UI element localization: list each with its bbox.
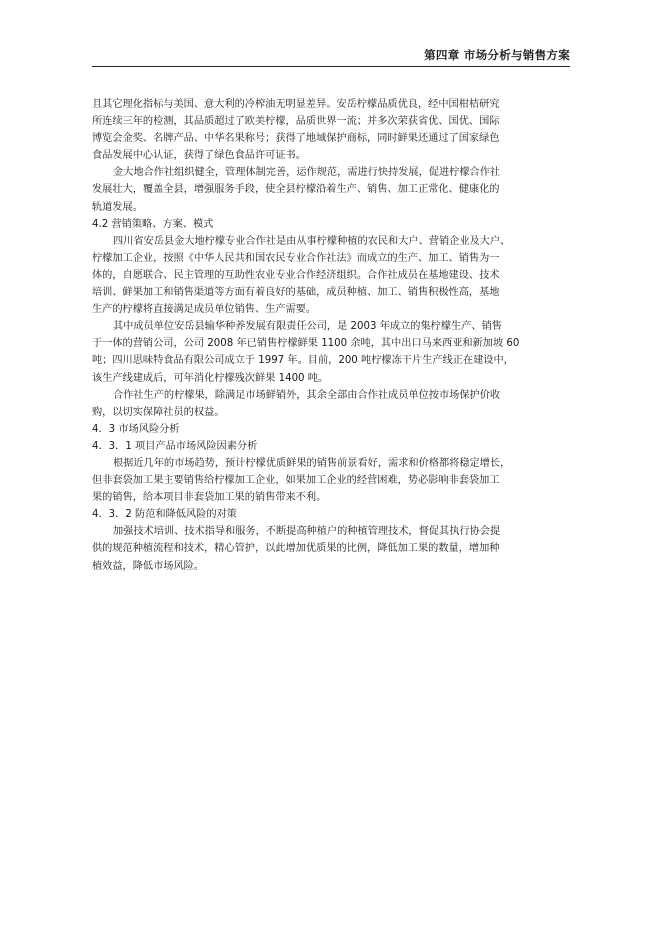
chapter-title: 第四章 市场分析与销售方案 xyxy=(424,48,570,62)
text-line: 体的，自愿联合、民主管理的互助性农业专业合作经济组织。合作社成员在基地建设、技术 xyxy=(92,269,500,281)
text-line: 博览会金奖、名牌产品、中华名果称号；获得了地域保护商标，同时鲜果还通过了国家绿色 xyxy=(92,133,500,145)
text-line: 发展壮大，覆盖全县，增强服务手段，使全县柠檬沿着生产、销售、加工正常化、健康化的 xyxy=(92,184,500,196)
text-line: 植效益，降低市场风险。 xyxy=(92,560,205,572)
section-heading: 4.2 营销策略、方案、模式 xyxy=(92,218,214,230)
text-line: 于一体的营销公司，公司 2008 年已销售柠檬鲜果 1100 余吨，其中出口马来西亚和新加坡 60 xyxy=(92,338,520,350)
text-line: 果的销售，给本项目非套袋加工果的销售带来不利。 xyxy=(92,492,327,504)
text-line: 该生产线建成后，可年消化柠檬残次鲜果 1400 吨。 xyxy=(92,372,329,384)
text-line: 但非套袋加工果主要销售给柠檬加工企业，如果加工企业的经营困难，势必影响非套袋加工 xyxy=(92,475,500,487)
text-line: 合作社生产的柠檬果，除满足市场鲜销外，其余全部由合作社成员单位按市场保护价收 xyxy=(113,389,501,401)
section-heading: 4．3 市场风险分析 xyxy=(92,423,180,435)
text-line: 食品发展中心认证，获得了绿色食品许可证书。 xyxy=(92,150,306,162)
text-line: 生产的柠檬将直接满足成员单位销售、生产需要。 xyxy=(92,304,317,316)
text-line: 所连续三年的检测，其品质超过了欧美柠檬，品质世界一流；并多次荣获省优、国优、国际 xyxy=(92,116,500,128)
text-line: 轨道发展。 xyxy=(92,201,143,213)
text-line: 其中成员单位安岳县输华种养发展有限责任公司，是 2003 年成立的集柠檬生产、销售 xyxy=(113,321,502,333)
text-line: 购，以切实保障社员的权益。 xyxy=(92,406,225,418)
text-line: 柠檬加工企业，按照《中华人民共和国农民专业合作社法》而成立的生产、加工、销售为一 xyxy=(92,252,500,264)
text-line: 加强技术培训、技术指导和服务，不断提高种植户的种植管理技术，督促其执行协会提 xyxy=(113,526,501,538)
text-line: 供的规范种植流程和技术，精心管护，以此增加优质果的比例，降低加工果的数量，增加种 xyxy=(92,543,500,555)
text-line: 且其它理化指标与美国、意大利的冷榨油无明显差异。安岳柠檬品质优良，经中国柑桔研究 xyxy=(92,99,500,110)
page-header xyxy=(92,44,570,67)
text-line: 培训、鲜果加工和销售渠道等方面有着良好的基础，成员种植、加工、销售积极性高，基地 xyxy=(92,287,500,299)
text-line: 吨；四川思味特食品有限公司成立于 1997 年。目前，200 吨柠檬冻干片生产线正在建设中， xyxy=(92,355,514,367)
text-line: 四川省安岳县金大地柠檬专业合作社是由从事柠檬种植的农民和大户、营销企业及大户、 xyxy=(113,235,511,247)
document-body xyxy=(92,96,572,575)
text-line: 根据近几年的市场趋势，预计柠檬优质鲜果的销售前景看好，需求和价格都将稳定增长， xyxy=(113,457,511,469)
subsection-heading: 4．3．1 项目产品市场风险因素分析 xyxy=(92,440,258,452)
subsection-heading: 4．3．2 防范和降低风险的对策 xyxy=(92,509,237,521)
text-line: 金大地合作社组织健全，管理体制完善，运作规范，需进行快持发展，促进柠檬合作社 xyxy=(113,167,501,179)
